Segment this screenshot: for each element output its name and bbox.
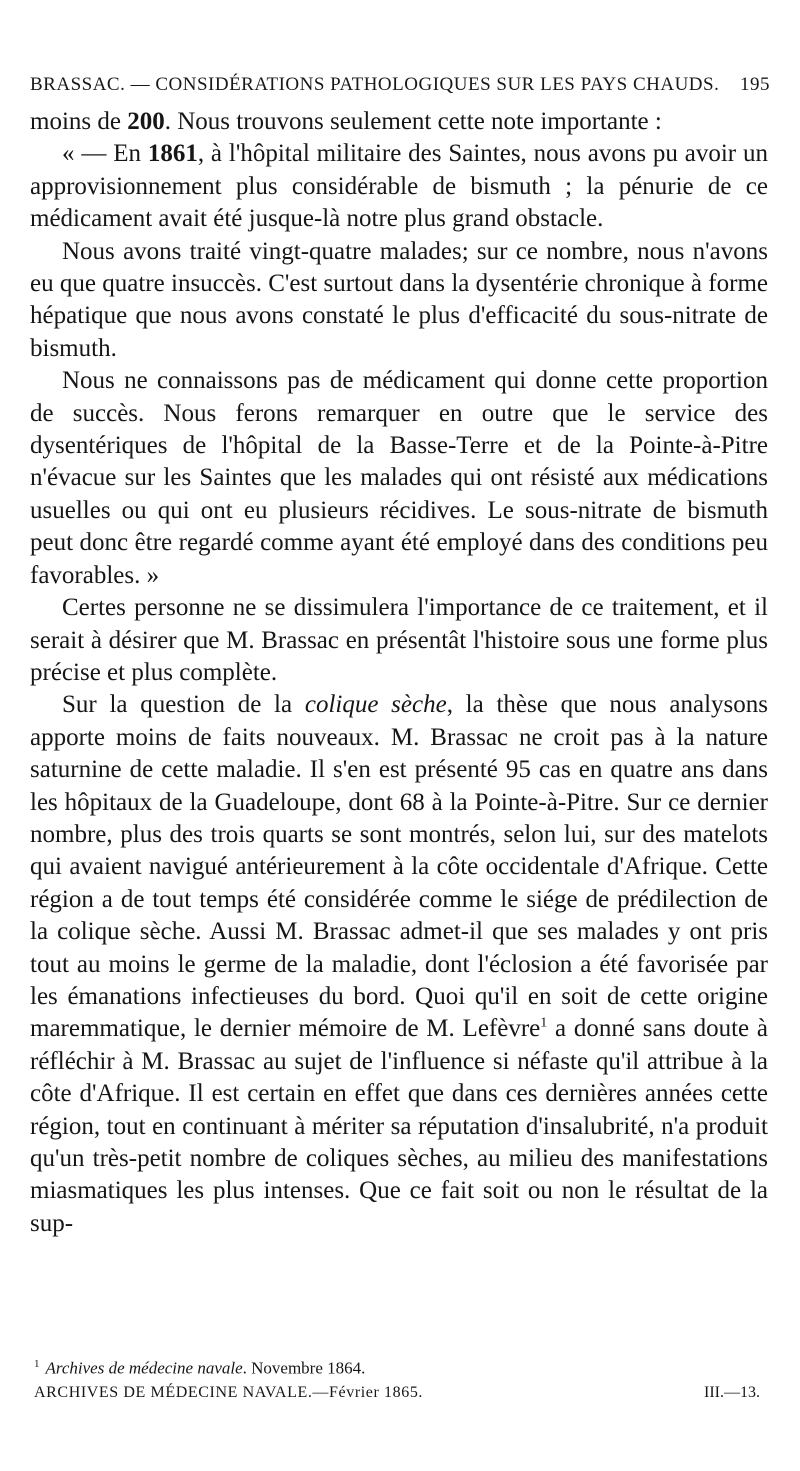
footnote [34,1358,365,1379]
paragraph-4: Nous ne connaissons pas de médicament qui donne cette proportion de succès. Nous ferons remarquer en outre que le service des dysentériques de l'hôpital de la Basse-Terre et de la Pointe-à-Pitre n'évacue sur les Saintes que les malades qui ont résisté aux médications usuelles ou qui ont eu plusieurs récidives. Le sous-nitrate de bismuth peut donc être regardé comme ayant été employé dans des conditions peu favorables. » [30,367,768,589]
footnote-date: . Novembre 1864. [242,1358,366,1378]
signature-line [34,1384,760,1402]
text-run: moins de [30,108,128,135]
italic-term: colique sèche [304,691,447,719]
paragraph-5: Certes personne ne se dissimulera l'importance de ce traitement, et il serait à désirer que M. Brassac en présentât l'histoire sous une forme plus précise et plus complète. [30,594,768,686]
paragraph-2 [30,138,768,235]
text-run: . Nous trouvons seulement cette note importante : [164,108,662,135]
text-run: , la thèse que nous analysons apporte moins de faits nouveaux. M. Brassac ne croit pas à la nature saturnine de cette maladie. Il s'en est présenté 95 cas en quatre ans dans les hôpitaux de la Guadeloupe, dont 68 à la Pointe-à-Pitre. Sur ce dernier nombre, plus des trois quarts se sont montrés, selon lui, sur des matelots qui avaient navigué antérieurement à la côte occidentale d'Afrique. Cette région a de tout temps été considérée comme le siége de prédilection de la colique sèche. Aussi M. Brassac admet-il que ses malades y ont pris tout au moins le germe de la maladie, dont l'éclosion a été favorisée par les émanations infectieuses du bord. Quoi qu'il en soit de cette origine maremmatique, le dernier mémoire de M. Lefèvre [30,691,768,1043]
text-run: a donné sans doute à réfléchir à M. Brassac au sujet de l'influence si néfaste qu'il attribue à la côte d'Afrique. Il est certain en effet que dans ces dernières années cette région, tout en continuant à mériter sa réputation d'insalubrité, n'a produit qu'un très-petit nombre de coliques sèches, au milieu des manifestations miasmatiques les plus intenses. Que ce fait soit ou non le résultat de la sup- [30,1015,768,1237]
text-run: Sur la question de la [62,691,305,719]
paragraph-1 [30,106,768,138]
body-text [30,106,768,1240]
paragraph-6 [30,689,768,1240]
paragraph-3: Nous avons traité vingt-quatre malades; sur ce nombre, nous n'avons eu que quatre insuccès. C'est surtout dans la dysentérie chronique à forme hépatique que nous avons constaté le plus d'efficacité du sous-nitrate de bismuth. [30,237,768,362]
bold-number: 200 [127,108,165,135]
journal-imprint: ARCHIVES DE MÉDECINE NAVALE.—Février 1865. [34,1384,424,1401]
running-header [30,74,770,96]
footnote-reference: 1 [540,1016,548,1032]
text-run: « — En [62,140,148,168]
footnote-journal-title: Archives de médecine navale [45,1358,243,1378]
page-number: 195 [740,74,770,95]
signature-mark: III.—13. [704,1384,760,1401]
text-run: , à l'hôpital militaire des Saintes, nous avons pu avoir un approvisionnement plus considérable de bismuth ; la pénurie de ce médicament avait été jusque-là notre plus grand obstacle. [30,140,768,233]
bold-year: 1861 [147,140,198,168]
footnote-mark: 1 [34,1358,40,1370]
running-title: BRASSAC. — CONSIDÉRATIONS PATHOLOGIQUES SUR LES PAYS CHAUDS. [30,74,720,95]
